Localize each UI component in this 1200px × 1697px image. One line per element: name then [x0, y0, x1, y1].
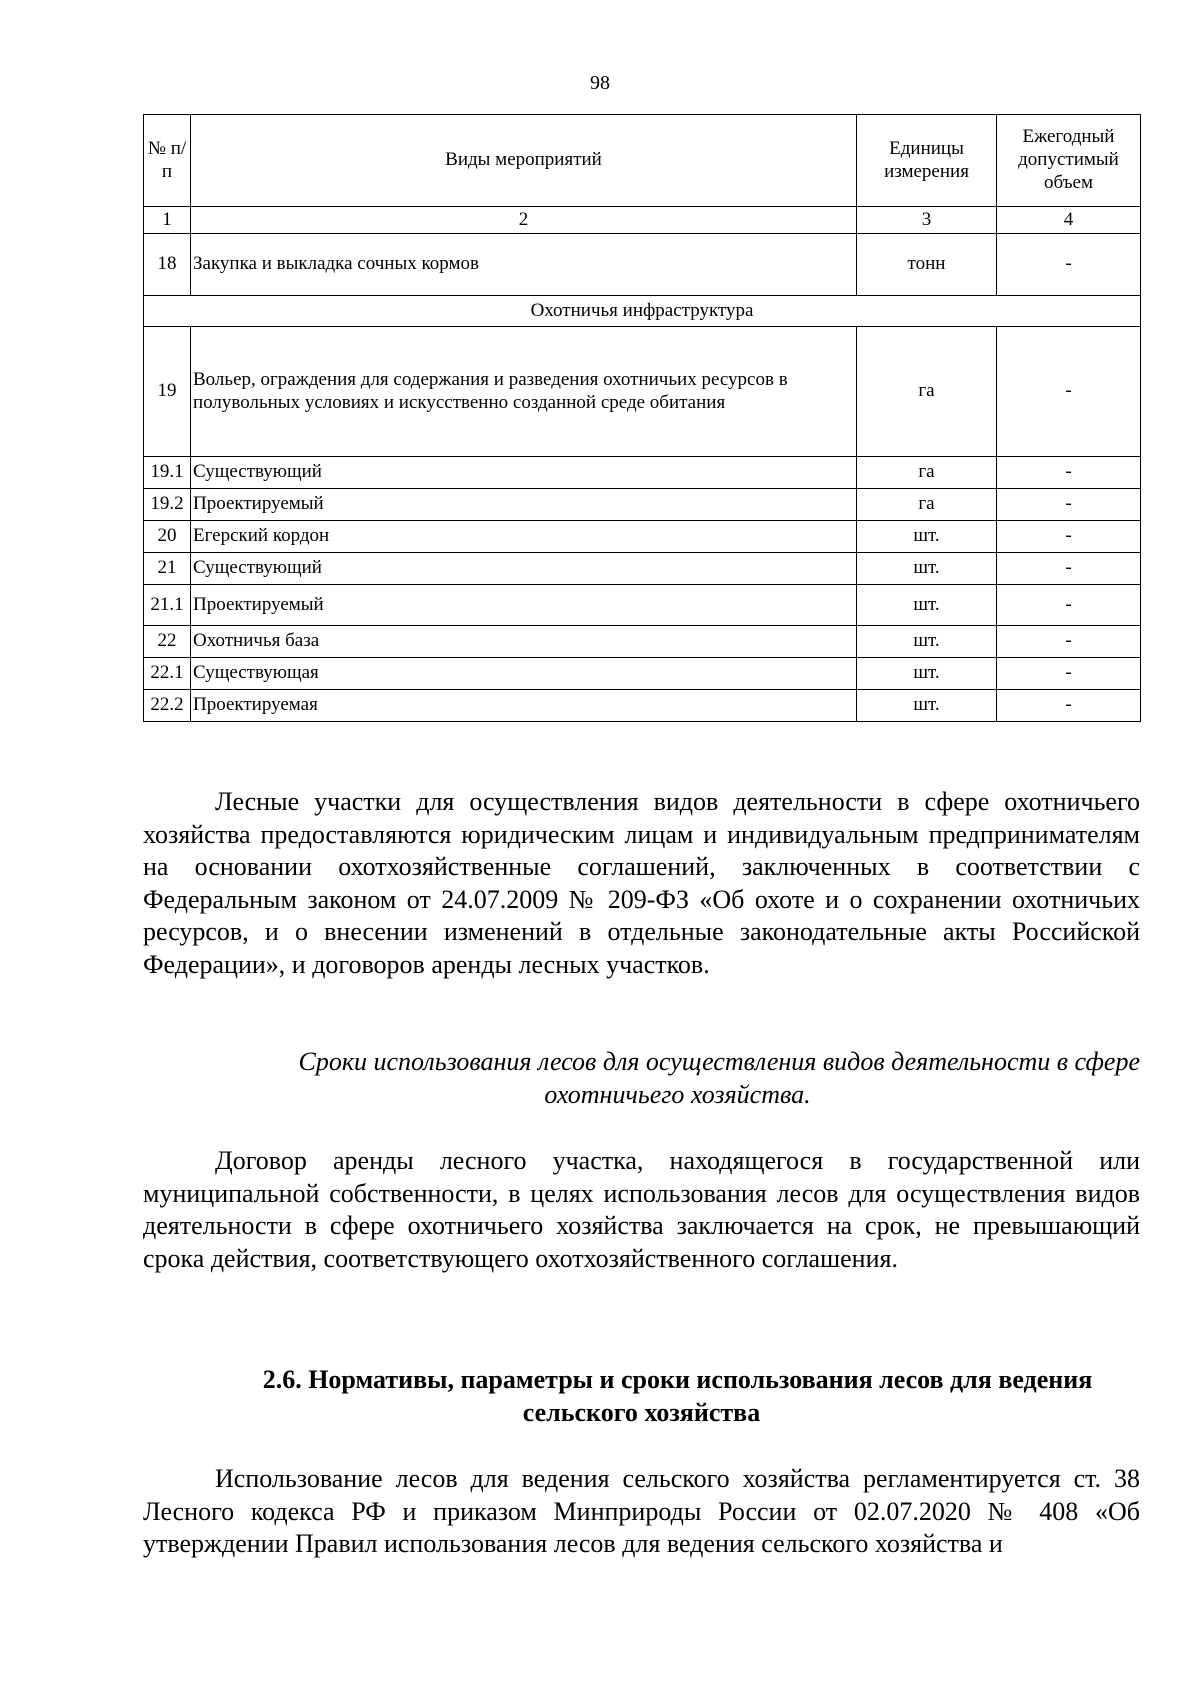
header-volume: Ежегодный допустимый объем — [997, 115, 1141, 207]
table-row — [144, 521, 1141, 553]
row-volume: - — [997, 585, 1141, 626]
row-number: 21.1 — [144, 585, 191, 626]
italic-subheading — [143, 1046, 1140, 1111]
row-activity: Проектируемый — [191, 489, 857, 521]
row-volume: - — [997, 234, 1141, 296]
row-activity: Егерский кордон — [191, 521, 857, 553]
header-unit: Единицы измерения — [857, 115, 997, 207]
section-heading — [143, 1364, 1140, 1429]
column-number: 4 — [997, 207, 1141, 234]
table-row — [144, 658, 1141, 690]
column-number: 2 — [191, 207, 857, 234]
row-activity: Охотничья база — [191, 626, 857, 658]
row-activity: Вольер, ограждения для содержания и разведения охотничьих ресурсов в полувольных условиях и искусственно созданной среде обитания — [191, 327, 857, 457]
row-number: 22 — [144, 626, 191, 658]
row-number: 19.1 — [144, 457, 191, 489]
section-title: Охотничья инфраструктура — [144, 296, 1141, 327]
row-volume: - — [997, 489, 1141, 521]
row-activity: Проектируемая — [191, 690, 857, 722]
italic-subheading-line: охотничьего хозяйства. — [544, 1079, 811, 1109]
row-volume: - — [997, 690, 1141, 722]
section-heading-line: сельского хозяйства — [522, 1397, 761, 1427]
row-unit: шт. — [857, 585, 997, 626]
row-volume: - — [997, 457, 1141, 489]
paragraph-lease-term: Договор аренды лесного участка, находящегося в государственной или муниципальной собственности, в целях использования лесов для осуществления видов деятельности в сфере охотничьего хозяйства заключается на срок, не превышающий срока действия, соответствующего охотхозяйственного соглашения. — [143, 1146, 1140, 1273]
row-unit: га — [857, 457, 997, 489]
page-number: 98 — [590, 72, 610, 94]
section-heading-line: 2.6. Нормативы, параметры и сроки использования лесов для ведения — [262, 1365, 1093, 1394]
section-row — [144, 296, 1141, 327]
row-activity: Существующая — [191, 658, 857, 690]
table-row — [144, 690, 1141, 722]
row-unit: шт. — [857, 690, 997, 722]
row-number: 21 — [144, 553, 191, 585]
column-number: 1 — [144, 207, 191, 234]
table-row — [144, 457, 1141, 489]
row-volume: - — [997, 658, 1141, 690]
table-row — [144, 489, 1141, 521]
column-numbers-row — [144, 207, 1141, 234]
table-row — [144, 327, 1141, 457]
row-number: 20 — [144, 521, 191, 553]
table-row — [144, 626, 1141, 658]
paragraph-agriculture-regulation: Использование лесов для ведения сельского хозяйства регламентируется ст. 38 Лесного кодекса РФ и приказом Минприроды России от 02.07.2020 № 408 «Об утверждении Правил использования лесов для ведения сельского хозяйства и — [143, 1464, 1140, 1558]
row-activity: Закупка и выкладка сочных кормов — [191, 234, 857, 296]
row-number: 22.2 — [144, 690, 191, 722]
row-activity: Проектируемый — [191, 585, 857, 626]
row-volume: - — [997, 327, 1141, 457]
row-unit: шт. — [857, 521, 997, 553]
row-number: 19.2 — [144, 489, 191, 521]
row-volume: - — [997, 626, 1141, 658]
row-number: 18 — [144, 234, 191, 296]
header-activity: Виды мероприятий — [191, 115, 857, 207]
row-unit: га — [857, 489, 997, 521]
table-header-row — [144, 115, 1141, 207]
activities-table — [143, 114, 1141, 722]
row-unit: шт. — [857, 553, 997, 585]
row-number: 19 — [144, 327, 191, 457]
row-activity: Существующий — [191, 457, 857, 489]
row-unit: шт. — [857, 658, 997, 690]
table-row — [144, 234, 1141, 296]
table-row — [144, 553, 1141, 585]
paragraph-hunting-land-provision: Лесные участки для осуществления видов деятельности в сфере охотничьего хозяйства предоставляются юридическим лицам и индивидуальным предпринимателям на основании охотхозяйственные соглашений, заключенных в соответствии с Федеральным законом от 24.07.2009 № 209-ФЗ «Об охоте и о сохранении охотничьих ресурсов, и о внесении изменений в отдельные законодательные акты Российской Федерации», и договоров аренды лесных участков. — [143, 787, 1140, 979]
header-num: № п/п — [144, 115, 191, 207]
column-number: 3 — [857, 207, 997, 234]
row-volume: - — [997, 553, 1141, 585]
row-unit: га — [857, 327, 997, 457]
row-unit: тонн — [857, 234, 997, 296]
table-row — [144, 585, 1141, 626]
row-unit: шт. — [857, 626, 997, 658]
row-volume: - — [997, 521, 1141, 553]
italic-subheading-line: Сроки использования лесов для осуществления видов деятельности в сфере — [298, 1047, 1140, 1076]
row-number: 22.1 — [144, 658, 191, 690]
row-activity: Существующий — [191, 553, 857, 585]
